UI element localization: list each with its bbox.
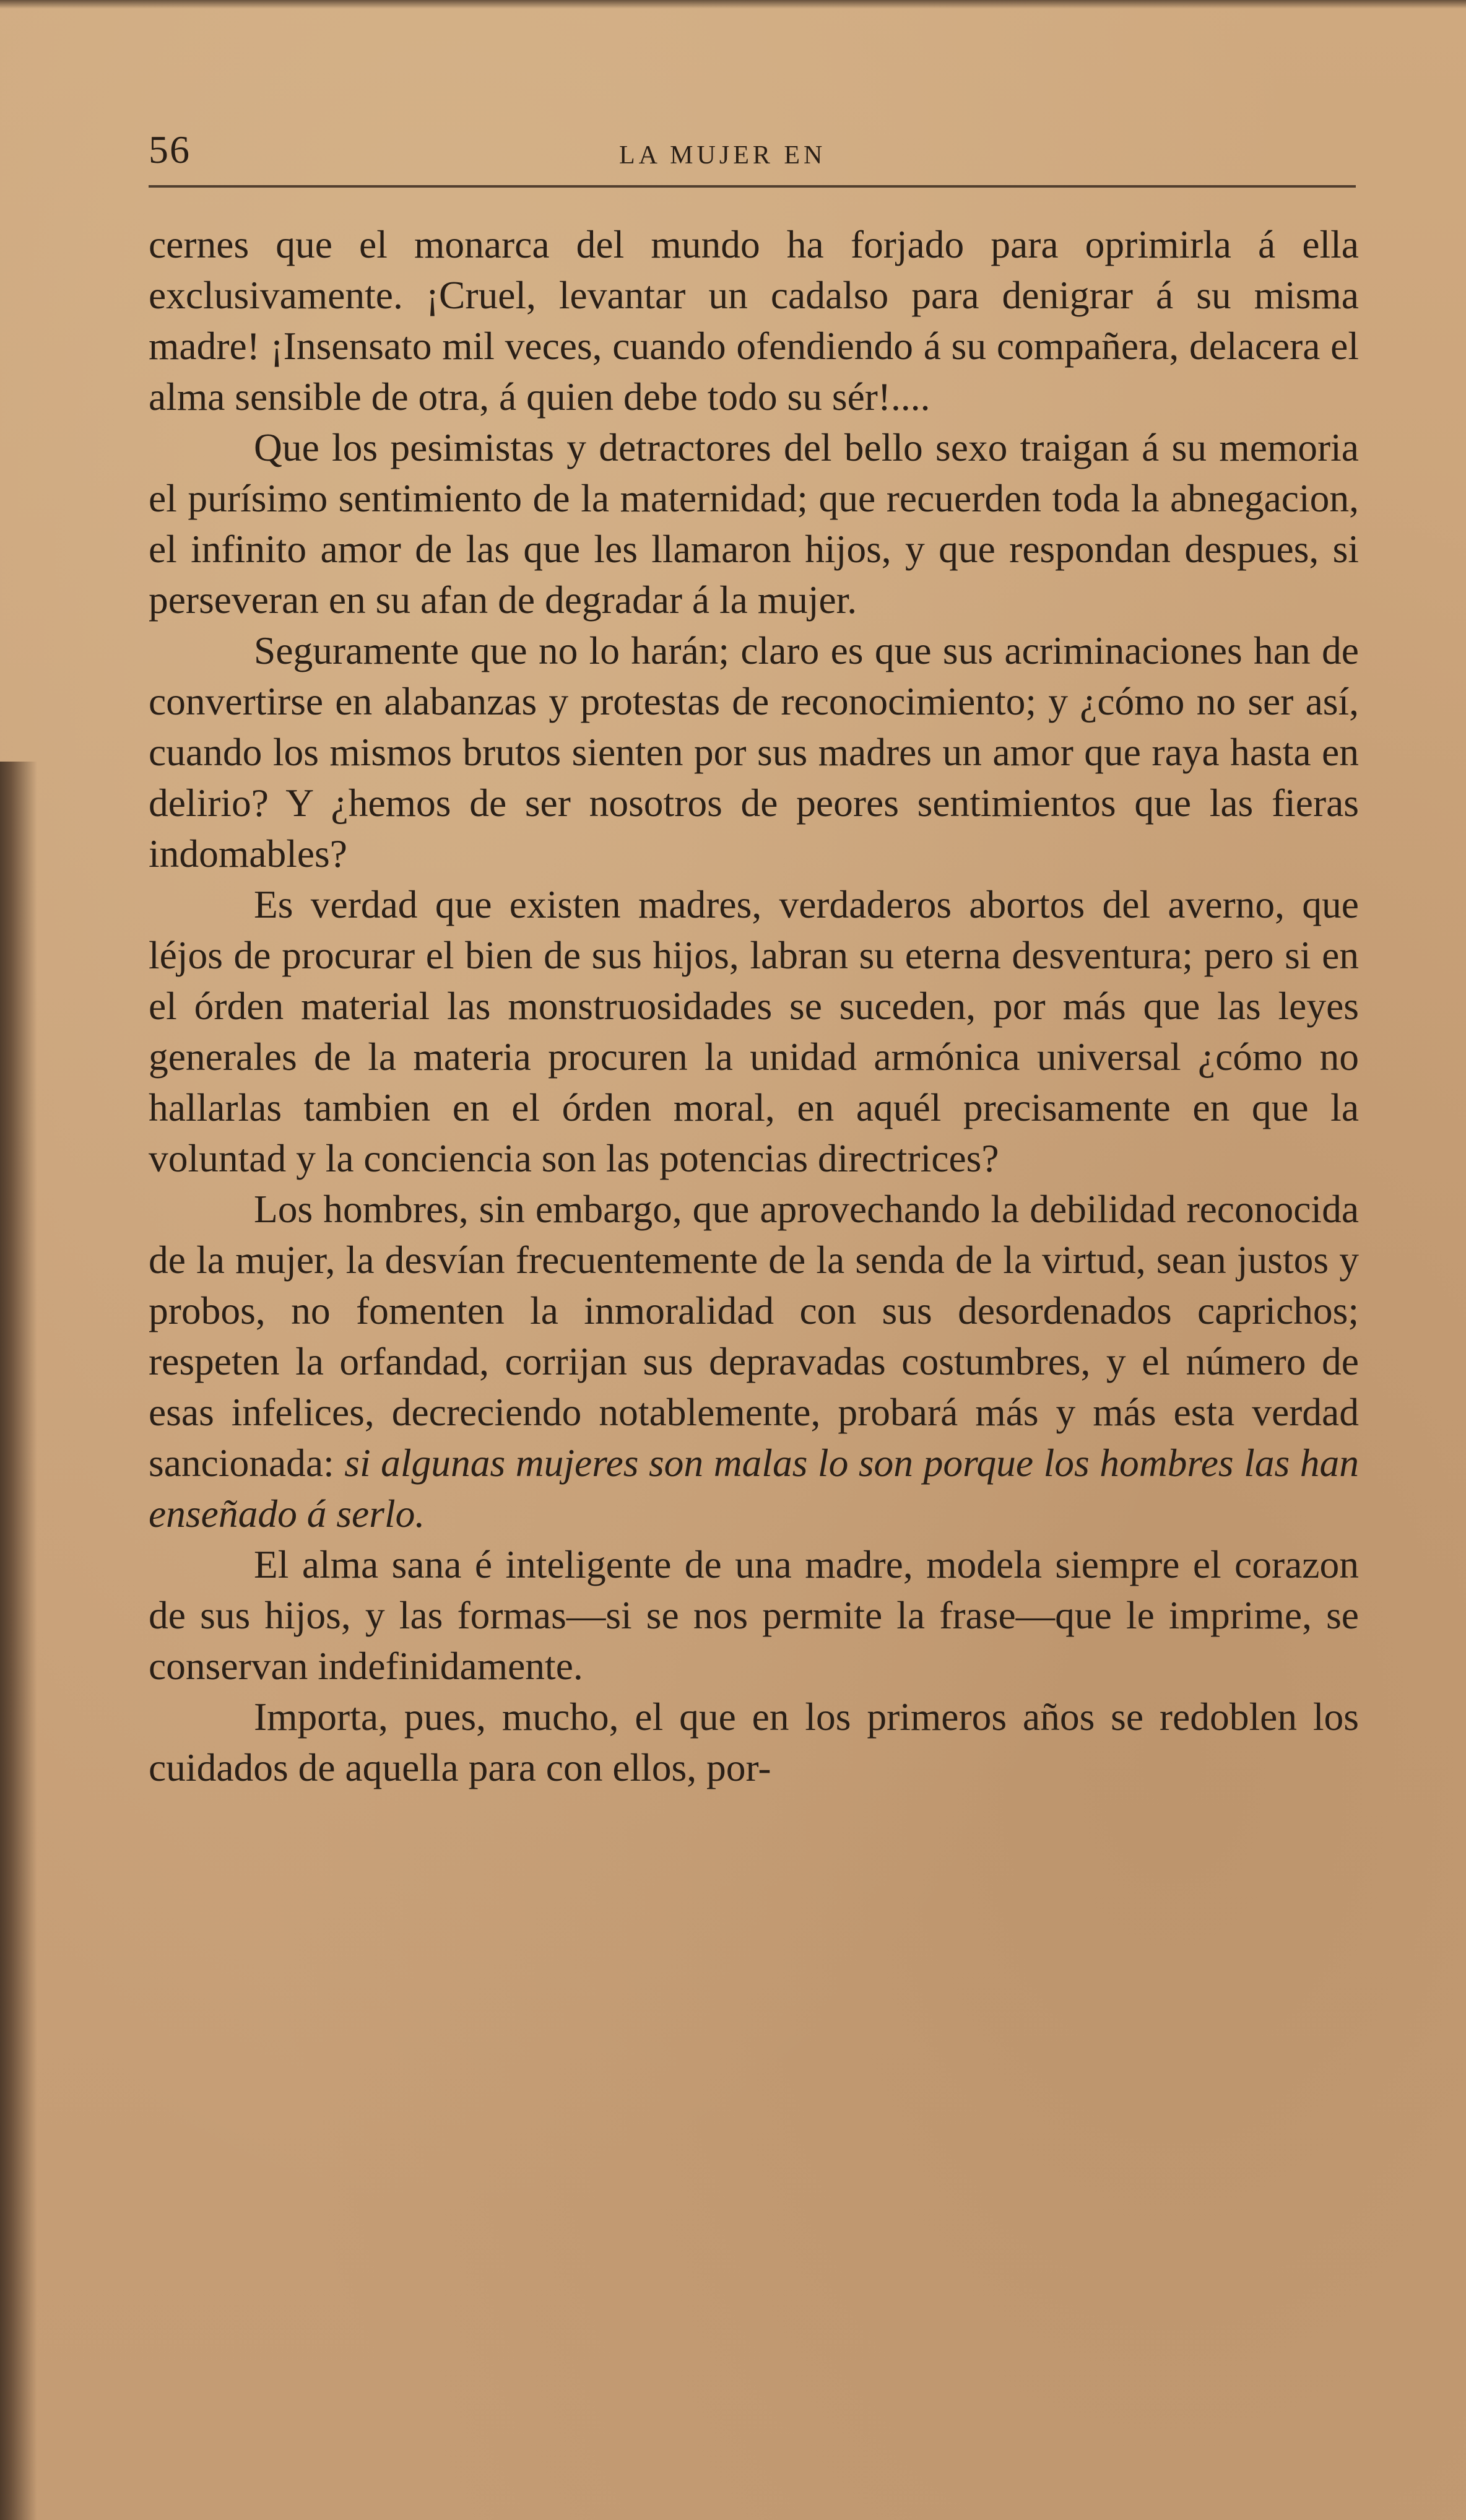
paragraph-3: Seguramente que no lo harán; claro es que sus acriminaciones han de convertirse en alabanzas y protestas de reconocimiento; y ¿cómo no ser así, cuando los mismos brutos sienten por sus madres un amor que raya hasta en delirio? Y ¿hemos de ser nosotros de peores sentimientos que las fieras indomables?: [149, 628, 1359, 875]
body-text: [149, 219, 1359, 1793]
paragraph-5: [149, 1184, 1359, 1539]
paragraph-2: Que los pesimistas y detractores del bello sexo traigan á su memoria el purísimo sentimiento de la maternidad; que recuerden toda la abnegacion, el infinito amor de las que les llamaron hijos, y que respondan despues, si perseveran en su afan de degradar á la mujer.: [149, 425, 1359, 622]
page-number: 56: [149, 128, 191, 172]
running-head: LA MUJER EN: [619, 141, 826, 170]
paragraph-5-italic-quote: si algunas mujeres son malas lo son porque los hombres las han enseñado á serlo.: [149, 1441, 1360, 1536]
paragraph-4: Es verdad que existen madres, verdaderos abortos del averno, que léjos de procurar el bien de sus hijos, labran su eterna desventura; pero si en el órden material las monstruosidades se suceden, por más que las leyes generales de la materia procuren la unidad armónica universal ¿cómo no hallarlas tambien en el órden moral, en aquél precisamente en que la voluntad y la conciencia son las potencias directrices?: [149, 882, 1359, 1180]
paragraph-7: Importa, pues, mucho, el que en los primeros años se redoblen los cuidados de aquella para con ellos, por-: [149, 1695, 1359, 1789]
paragraph-5-text: Los hombres, sin embargo, que aprovechando la debilidad reconocida de la mujer, la desvían frecuentemente de la senda de la virtud, sean justos y probos, no fomenten la inmoralidad con sus desordenados caprichos; respeten la orfandad, corrijan sus depravadas costumbres, y el número de esas infelices, decreciendo notablemente, probará más y más esta verdad sancionada:: [149, 1187, 1359, 1485]
page-left-edge: [0, 762, 37, 2520]
header-rule: [149, 185, 1356, 188]
paragraph-1: cernes que el monarca del mundo ha forjado para oprimirla á ella exclusivamente. ¡Cruel, levantar un cadalso para denigrar á su misma madre! ¡Insensato mil veces, cuando ofendiendo á su compañera, delacera el alma sensible de otra, á quien debe todo su sér!....: [149, 222, 1359, 419]
page-top-edge: [0, 0, 1466, 9]
paragraph-6: El alma sana é inteligente de una madre, modela siempre el corazon de sus hijos, y las formas—si se nos permite la frase—que le imprime, se conservan indefinidamente.: [149, 1542, 1359, 1688]
page-header: [149, 127, 1356, 189]
